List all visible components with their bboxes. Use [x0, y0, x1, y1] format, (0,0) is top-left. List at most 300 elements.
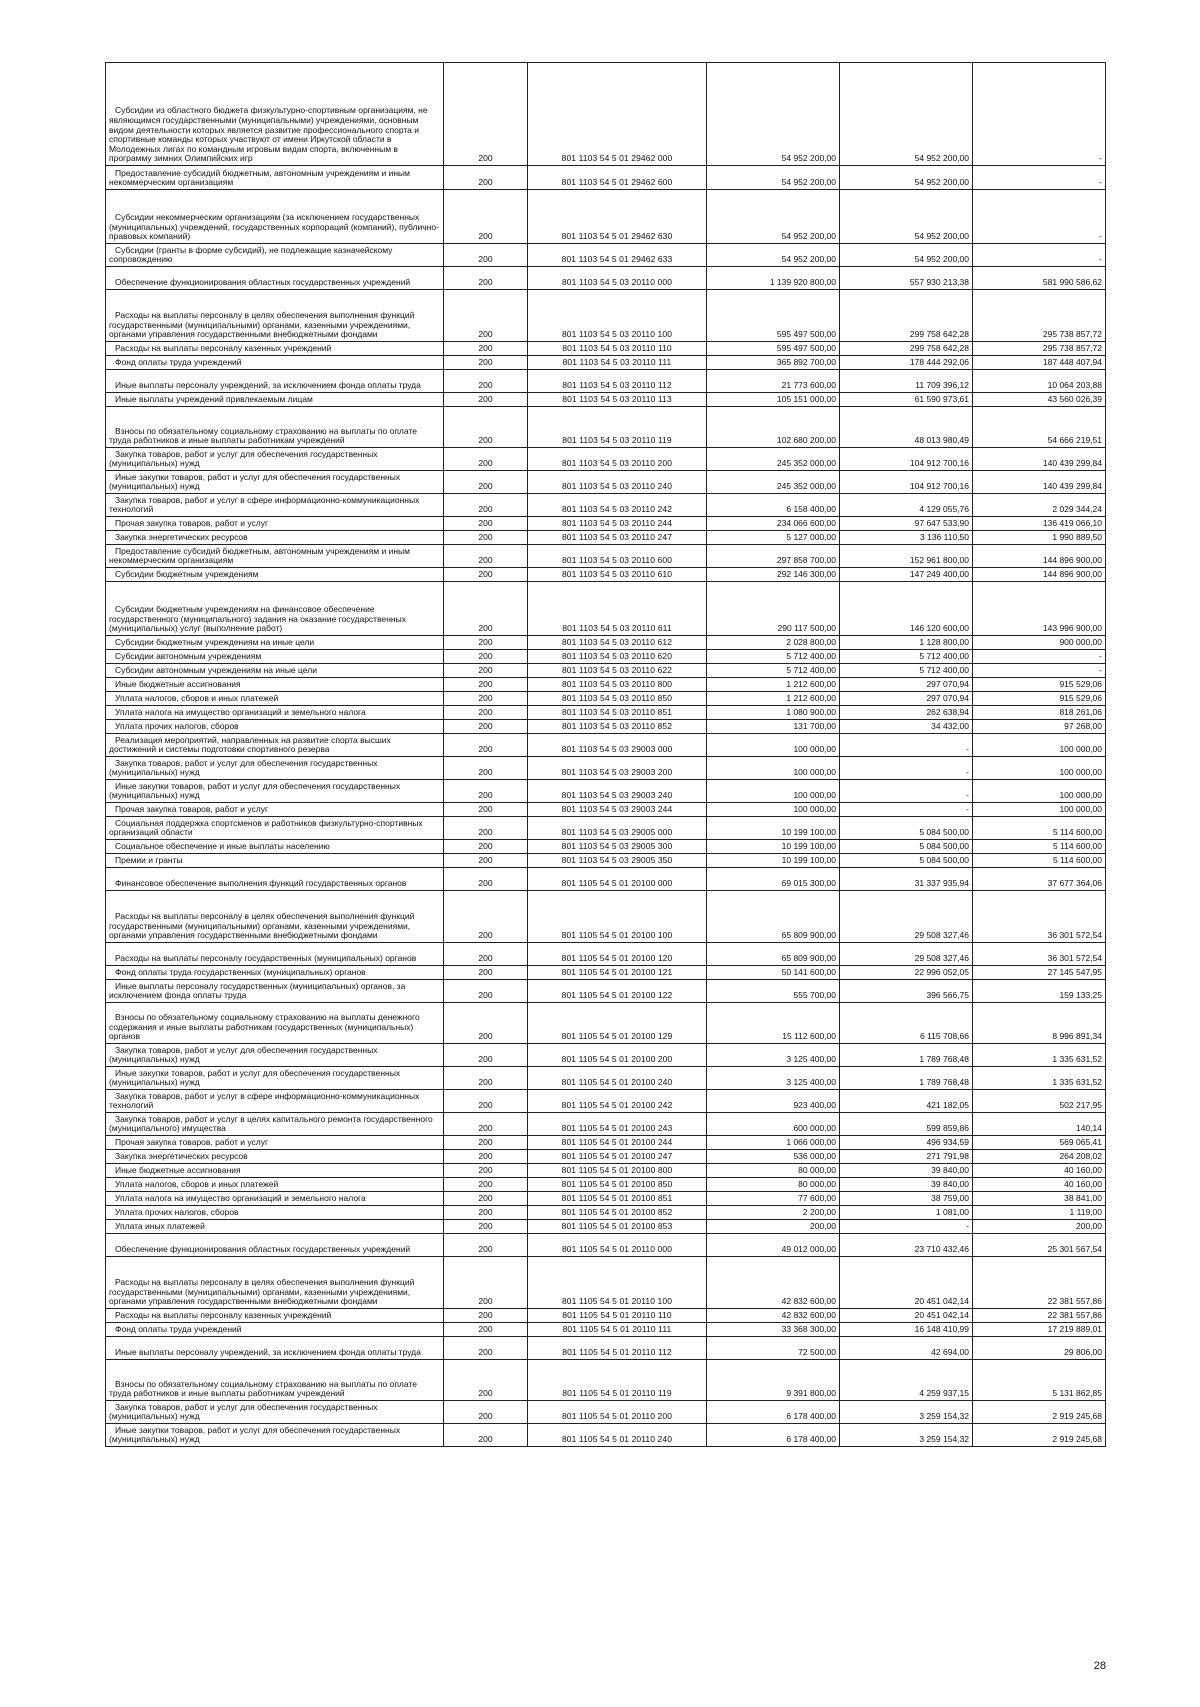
- row-executed: -: [840, 734, 973, 757]
- row-remaining: 581 990 586,62: [973, 267, 1106, 290]
- row-name: [106, 636, 444, 650]
- table-row: [106, 966, 1106, 980]
- row-approved: 49 012 000,00: [707, 1234, 840, 1257]
- row-classification: 801 1103 54 5 03 20110 851: [528, 706, 707, 720]
- row-executed: 1 789 768,48: [840, 1067, 973, 1090]
- row-approved: 290 117 500,00: [707, 582, 840, 636]
- row-classification: 801 1103 54 5 01 29462 630: [528, 190, 707, 244]
- row-remaining: 36 301 572,54: [973, 891, 1106, 943]
- table-row: [106, 1309, 1106, 1323]
- table-row: [106, 803, 1106, 817]
- table-row: [106, 678, 1106, 692]
- row-code: 200: [444, 803, 528, 817]
- row-name: [106, 1150, 444, 1164]
- row-name: [106, 1164, 444, 1178]
- row-name-text: Фонд оплаты труда государственных (муниципальных) органов: [115, 967, 366, 978]
- row-classification: 801 1105 54 5 01 20100 853: [528, 1220, 707, 1234]
- row-code: 200: [444, 1136, 528, 1150]
- row-name-text: Взносы по обязательному социальному страхованию на выплаты денежного содержания и иные выплаты работникам государственных (муниципальных) органов: [109, 1012, 420, 1042]
- table-row: [106, 1113, 1106, 1136]
- table-row: [106, 664, 1106, 678]
- row-executed: 104 912 700,16: [840, 471, 973, 494]
- row-name-text: Предоставление субсидий бюджетным, автономным учреждениям и иным некоммерческим организациям: [109, 167, 410, 188]
- row-name: [106, 407, 444, 448]
- table-row: [106, 1164, 1106, 1178]
- row-executed: 34 432,00: [840, 720, 973, 734]
- row-name: [106, 1090, 444, 1113]
- row-code: 200: [444, 678, 528, 692]
- row-remaining: 22 381 557,86: [973, 1309, 1106, 1323]
- row-classification: 801 1103 54 5 03 20110 119: [528, 407, 707, 448]
- row-executed: 557 930 213,38: [840, 267, 973, 290]
- row-classification: 801 1103 54 5 03 29003 240: [528, 780, 707, 803]
- row-approved: 77 600,00: [707, 1192, 840, 1206]
- row-name: [106, 190, 444, 244]
- row-code: 200: [444, 1164, 528, 1178]
- row-approved: 1 212 600,00: [707, 678, 840, 692]
- table-row: [106, 650, 1106, 664]
- row-remaining: 36 301 572,54: [973, 943, 1106, 966]
- row-approved: 536 000,00: [707, 1150, 840, 1164]
- row-name: [106, 1044, 444, 1067]
- row-name: [106, 1337, 444, 1360]
- row-remaining: 2 029 344,24: [973, 494, 1106, 517]
- row-name: [106, 854, 444, 868]
- row-code: 200: [444, 448, 528, 471]
- table-row: [106, 1003, 1106, 1044]
- budget-execution-table: [105, 62, 1106, 1447]
- row-name-text: Иные бюджетные ассигнования: [115, 679, 241, 690]
- row-code: 200: [444, 190, 528, 244]
- row-approved: 15 112 600,00: [707, 1003, 840, 1044]
- row-code: 200: [444, 545, 528, 568]
- row-executed: 3 259 154,32: [840, 1424, 973, 1447]
- row-classification: 801 1103 54 5 03 20110 111: [528, 356, 707, 370]
- row-remaining: 915 529,06: [973, 692, 1106, 706]
- row-code: 200: [444, 290, 528, 342]
- row-name: [106, 290, 444, 342]
- row-classification: 801 1105 54 5 01 20110 111: [528, 1323, 707, 1337]
- row-remaining: -: [973, 166, 1106, 190]
- row-name-text: Иные бюджетные ассигнования: [115, 1165, 241, 1176]
- row-name: [106, 692, 444, 706]
- row-classification: 801 1103 54 5 03 29005 300: [528, 840, 707, 854]
- row-code: 200: [444, 650, 528, 664]
- row-classification: 801 1103 54 5 03 20110 240: [528, 471, 707, 494]
- row-classification: 801 1105 54 5 01 20100 852: [528, 1206, 707, 1220]
- row-executed: 54 952 200,00: [840, 244, 973, 267]
- row-executed: 54 952 200,00: [840, 190, 973, 244]
- row-classification: 801 1105 54 5 01 20100 243: [528, 1113, 707, 1136]
- row-approved: 131 700,00: [707, 720, 840, 734]
- row-name-text: Уплата налогов, сборов и иных платежей: [115, 1179, 279, 1190]
- row-code: 200: [444, 1003, 528, 1044]
- table-row: [106, 706, 1106, 720]
- row-approved: 69 015 300,00: [707, 868, 840, 891]
- row-remaining: 5 114 600,00: [973, 817, 1106, 840]
- row-name-text: Уплата иных платежей: [115, 1221, 205, 1232]
- row-name: [106, 891, 444, 943]
- row-approved: 105 151 000,00: [707, 393, 840, 407]
- row-approved: 100 000,00: [707, 780, 840, 803]
- row-name-text: Премии и гранты: [115, 855, 183, 866]
- row-name: [106, 966, 444, 980]
- row-approved: 72 500,00: [707, 1337, 840, 1360]
- row-code: 200: [444, 692, 528, 706]
- row-classification: 801 1105 54 5 01 20100 851: [528, 1192, 707, 1206]
- row-name-text: Предоставление субсидий бюджетным, автономным учреждениям и иным некоммерческим организациям: [109, 545, 410, 566]
- row-code: 200: [444, 1360, 528, 1401]
- row-code: 200: [444, 582, 528, 636]
- row-name-text: Уплата налога на имущество организаций и земельного налога: [115, 1193, 366, 1204]
- row-name-text: Прочая закупка товаров, работ и услуг: [115, 518, 269, 529]
- row-remaining: 2 919 245,68: [973, 1401, 1106, 1424]
- row-executed: 104 912 700,16: [840, 448, 973, 471]
- row-name: [106, 706, 444, 720]
- row-remaining: 144 896 900,00: [973, 568, 1106, 582]
- row-approved: 100 000,00: [707, 757, 840, 780]
- row-executed: 421 182,05: [840, 1090, 973, 1113]
- row-code: 200: [444, 267, 528, 290]
- row-executed: 6 115 708,66: [840, 1003, 973, 1044]
- row-remaining: 40 160,00: [973, 1178, 1106, 1192]
- row-approved: 200,00: [707, 1220, 840, 1234]
- row-remaining: 100 000,00: [973, 780, 1106, 803]
- row-approved: 595 497 500,00: [707, 290, 840, 342]
- row-approved: 54 952 200,00: [707, 190, 840, 244]
- row-name: [106, 678, 444, 692]
- row-executed: 54 952 200,00: [840, 166, 973, 190]
- row-name-text: Закупка энергетических ресурсов: [115, 1151, 248, 1162]
- table-row: [106, 190, 1106, 244]
- row-executed: 29 508 327,46: [840, 891, 973, 943]
- row-name-text: Субсидии бюджетным учреждениям: [115, 569, 259, 580]
- table-row: [106, 166, 1106, 190]
- row-classification: 801 1103 54 5 03 29003 244: [528, 803, 707, 817]
- row-classification: 801 1103 54 5 03 20110 600: [528, 545, 707, 568]
- row-code: 200: [444, 734, 528, 757]
- row-remaining: 5 131 862,85: [973, 1360, 1106, 1401]
- row-remaining: 200,00: [973, 1220, 1106, 1234]
- row-classification: 801 1105 54 5 01 20100 129: [528, 1003, 707, 1044]
- row-approved: 1 080 900,00: [707, 706, 840, 720]
- row-code: 200: [444, 840, 528, 854]
- row-name-text: Иные закупки товаров, работ и услуг для обеспечения государственных (муниципальных) нужд: [109, 780, 401, 801]
- row-approved: 245 352 000,00: [707, 448, 840, 471]
- row-approved: 1 139 920 800,00: [707, 267, 840, 290]
- row-name-text: Уплата налога на имущество организаций и земельного налога: [115, 707, 366, 718]
- row-name: [106, 244, 444, 267]
- row-name-text: Расходы на выплаты персоналу государственных (муниципальных) органов: [115, 953, 417, 964]
- row-name-text: Иные закупки товаров, работ и услуг для обеспечения государственных (муниципальных) нужд: [109, 471, 401, 492]
- row-classification: 801 1105 54 5 01 20100 244: [528, 1136, 707, 1150]
- table-row: [106, 1136, 1106, 1150]
- row-executed: 38 759,00: [840, 1192, 973, 1206]
- table-row: [106, 356, 1106, 370]
- row-remaining: 915 529,06: [973, 678, 1106, 692]
- row-approved: 5 712 400,00: [707, 664, 840, 678]
- row-approved: 33 368 300,00: [707, 1323, 840, 1337]
- row-executed: 299 758 642,28: [840, 290, 973, 342]
- row-remaining: 295 738 857,72: [973, 290, 1106, 342]
- row-approved: 10 199 100,00: [707, 817, 840, 840]
- row-name: [106, 1309, 444, 1323]
- row-name-text: Закупка товаров, работ и услуг в целях капитального ремонта государственного (муниципального) имущества: [109, 1113, 433, 1134]
- row-name-text: Социальное обеспечение и иные выплаты населению: [115, 841, 330, 852]
- row-name: [106, 1206, 444, 1220]
- row-executed: 262 638,94: [840, 706, 973, 720]
- row-code: 200: [444, 1044, 528, 1067]
- table-row: [106, 854, 1106, 868]
- table-row: [106, 1337, 1106, 1360]
- row-executed: 48 013 980,49: [840, 407, 973, 448]
- row-name: [106, 1220, 444, 1234]
- row-name: [106, 166, 444, 190]
- row-remaining: 159 133,25: [973, 980, 1106, 1003]
- row-remaining: 144 896 900,00: [973, 545, 1106, 568]
- row-name-text: Расходы на выплаты персоналу казенных учреждений: [115, 343, 332, 354]
- row-name-text: Реализация мероприятий, направленных на развитие спорта высших достижений и системы подготовки спортивного резерва: [109, 734, 391, 755]
- table-row: [106, 891, 1106, 943]
- row-name-text: Закупка товаров, работ и услуг для обеспечения государственных (муниципальных) нужд: [109, 448, 378, 469]
- row-classification: 801 1105 54 5 01 20100 121: [528, 966, 707, 980]
- row-name: [106, 1323, 444, 1337]
- row-approved: 292 146 300,00: [707, 568, 840, 582]
- row-name: [106, 664, 444, 678]
- row-remaining: 43 560 026,39: [973, 393, 1106, 407]
- row-code: 200: [444, 63, 528, 166]
- row-name-text: Закупка товаров, работ и услуг в сфере информационно-коммуникационных технологий: [109, 494, 420, 515]
- table-row: [106, 1178, 1106, 1192]
- row-approved: 54 952 200,00: [707, 244, 840, 267]
- table-row: [106, 868, 1106, 891]
- row-remaining: -: [973, 664, 1106, 678]
- row-name-text: Закупка товаров, работ и услуг для обеспечения государственных (муниципальных) нужд: [109, 757, 378, 778]
- row-approved: 5 712 400,00: [707, 650, 840, 664]
- row-executed: 22 996 052,05: [840, 966, 973, 980]
- table-row: [106, 1090, 1106, 1113]
- row-approved: 100 000,00: [707, 803, 840, 817]
- row-executed: 297 070,94: [840, 692, 973, 706]
- row-name: [106, 342, 444, 356]
- row-name: [106, 545, 444, 568]
- row-name-text: Закупка товаров, работ и услуг для обеспечения государственных (муниципальных) нужд: [109, 1044, 378, 1065]
- row-code: 200: [444, 471, 528, 494]
- row-classification: 801 1105 54 5 01 20110 000: [528, 1234, 707, 1257]
- row-name: [106, 943, 444, 966]
- row-executed: 4 259 937,15: [840, 1360, 973, 1401]
- table-row: [106, 342, 1106, 356]
- table-row: [106, 720, 1106, 734]
- row-name-text: Субсидии некоммерческим организациям (за исключением государственных (муниципальных) учреждений, государственных корпораций (компаний), публично-правовых компаний): [109, 212, 439, 242]
- table-row: [106, 980, 1106, 1003]
- row-classification: 801 1103 54 5 03 20110 247: [528, 531, 707, 545]
- row-name-text: Закупка товаров, работ и услуг для обеспечения государственных (муниципальных) нужд: [109, 1401, 378, 1422]
- row-name: [106, 734, 444, 757]
- row-executed: -: [840, 757, 973, 780]
- row-remaining: 25 301 567,54: [973, 1234, 1106, 1257]
- row-remaining: 17 219 889,01: [973, 1323, 1106, 1337]
- row-executed: 23 710 432,46: [840, 1234, 973, 1257]
- table-row: [106, 1234, 1106, 1257]
- row-approved: 297 858 700,00: [707, 545, 840, 568]
- row-remaining: -: [973, 650, 1106, 664]
- row-executed: 5 084 500,00: [840, 854, 973, 868]
- row-code: 200: [444, 356, 528, 370]
- row-remaining: -: [973, 63, 1106, 166]
- row-classification: 801 1103 54 5 03 20110 800: [528, 678, 707, 692]
- table-row: [106, 1192, 1106, 1206]
- table-row: [106, 1401, 1106, 1424]
- row-name: [106, 650, 444, 664]
- row-name: [106, 1234, 444, 1257]
- row-code: 200: [444, 1192, 528, 1206]
- row-name-text: Субсидии автономным учреждениям: [115, 651, 262, 662]
- row-name-text: Обеспечение функционирования областных государственных учреждений: [115, 1244, 411, 1255]
- row-remaining: -: [973, 244, 1106, 267]
- row-name: [106, 393, 444, 407]
- row-approved: 6 178 400,00: [707, 1401, 840, 1424]
- row-executed: 42 694,00: [840, 1337, 973, 1360]
- row-approved: 65 809 900,00: [707, 943, 840, 966]
- row-classification: 801 1103 54 5 03 20110 112: [528, 370, 707, 393]
- row-name: [106, 1257, 444, 1309]
- row-classification: 801 1105 54 5 01 20100 800: [528, 1164, 707, 1178]
- row-approved: 80 000,00: [707, 1164, 840, 1178]
- row-executed: 297 070,94: [840, 678, 973, 692]
- row-classification: 801 1103 54 5 03 20110 612: [528, 636, 707, 650]
- row-code: 200: [444, 1113, 528, 1136]
- row-name: [106, 1178, 444, 1192]
- row-executed: 271 791,98: [840, 1150, 973, 1164]
- row-classification: 801 1105 54 5 01 20110 100: [528, 1257, 707, 1309]
- table-row: [106, 757, 1106, 780]
- row-code: 200: [444, 943, 528, 966]
- row-classification: 801 1105 54 5 01 20100 200: [528, 1044, 707, 1067]
- row-code: 200: [444, 966, 528, 980]
- table-row: [106, 1257, 1106, 1309]
- row-executed: 147 249 400,00: [840, 568, 973, 582]
- row-remaining: 2 919 245,68: [973, 1424, 1106, 1447]
- row-code: 200: [444, 780, 528, 803]
- row-classification: 801 1103 54 5 03 20110 100: [528, 290, 707, 342]
- row-approved: 5 127 000,00: [707, 531, 840, 545]
- row-code: 200: [444, 1337, 528, 1360]
- table-row: [106, 1150, 1106, 1164]
- row-code: 200: [444, 1178, 528, 1192]
- row-approved: 6 158 400,00: [707, 494, 840, 517]
- row-remaining: 22 381 557,86: [973, 1257, 1106, 1309]
- row-executed: 4 129 055,76: [840, 494, 973, 517]
- row-classification: 801 1105 54 5 01 20100 240: [528, 1067, 707, 1090]
- row-name: [106, 517, 444, 531]
- table-row: [106, 370, 1106, 393]
- row-remaining: 10 064 203,88: [973, 370, 1106, 393]
- table-row: [106, 1044, 1106, 1067]
- row-code: 200: [444, 720, 528, 734]
- table-row: [106, 267, 1106, 290]
- row-classification: 801 1105 54 5 01 20100 100: [528, 891, 707, 943]
- row-code: 200: [444, 980, 528, 1003]
- row-name-text: Прочая закупка товаров, работ и услуг: [115, 804, 269, 815]
- table-row: [106, 582, 1106, 636]
- row-approved: 42 832 600,00: [707, 1257, 840, 1309]
- row-name-text: Субсидии бюджетным учреждениям на финансовое обеспечение государственного (муниципального) задания на оказание государственных (муниципальных) услуг (выполнение работ): [109, 604, 406, 634]
- table-row: [106, 517, 1106, 531]
- row-name-text: Субсидии (гранты в форме субсидий), не подлежащие казначейскому сопровождению: [109, 244, 393, 265]
- row-classification: 801 1105 54 5 01 20100 120: [528, 943, 707, 966]
- row-remaining: 97 268,00: [973, 720, 1106, 734]
- row-executed: 1 081,00: [840, 1206, 973, 1220]
- table-row: [106, 1220, 1106, 1234]
- row-remaining: 37 677 364,06: [973, 868, 1106, 891]
- row-code: 200: [444, 891, 528, 943]
- row-name-text: Обеспечение функционирования областных государственных учреждений: [115, 277, 411, 288]
- row-name: [106, 471, 444, 494]
- row-classification: 801 1103 54 5 03 20110 113: [528, 393, 707, 407]
- row-remaining: 54 666 219,51: [973, 407, 1106, 448]
- row-name: [106, 780, 444, 803]
- row-approved: 234 066 600,00: [707, 517, 840, 531]
- row-executed: 3 136 110,50: [840, 531, 973, 545]
- row-remaining: 100 000,00: [973, 803, 1106, 817]
- row-classification: 801 1105 54 5 01 20100 247: [528, 1150, 707, 1164]
- row-approved: 100 000,00: [707, 734, 840, 757]
- row-approved: 1 066 000,00: [707, 1136, 840, 1150]
- row-name: [106, 267, 444, 290]
- row-executed: 3 259 154,32: [840, 1401, 973, 1424]
- row-classification: 801 1103 54 5 01 29462 633: [528, 244, 707, 267]
- row-remaining: 29 806,00: [973, 1337, 1106, 1360]
- row-approved: 10 199 100,00: [707, 840, 840, 854]
- row-code: 200: [444, 517, 528, 531]
- row-name-text: Финансовое обеспечение выполнения функций государственных органов: [115, 878, 407, 889]
- row-classification: 801 1105 54 5 01 20100 000: [528, 868, 707, 891]
- row-code: 200: [444, 1257, 528, 1309]
- row-name-text: Расходы на выплаты персоналу в целях обеспечения выполнения функций государственными (муниципальными) органами, казенными учреждениями, органами управления государственными внебюджетными фондами: [109, 1277, 415, 1307]
- row-remaining: 1 335 631,52: [973, 1067, 1106, 1090]
- row-remaining: 8 996 891,34: [973, 1003, 1106, 1044]
- table-row: [106, 393, 1106, 407]
- row-approved: 2 200,00: [707, 1206, 840, 1220]
- row-name: [106, 1192, 444, 1206]
- row-code: 200: [444, 706, 528, 720]
- row-name: [106, 1424, 444, 1447]
- row-remaining: 100 000,00: [973, 734, 1106, 757]
- row-executed: 11 709 396,12: [840, 370, 973, 393]
- row-code: 200: [444, 393, 528, 407]
- row-name: [106, 494, 444, 517]
- row-code: 200: [444, 1067, 528, 1090]
- table-row: [106, 244, 1106, 267]
- table-row: [106, 1360, 1106, 1401]
- row-executed: 20 451 042,14: [840, 1257, 973, 1309]
- row-executed: 97 647 533,90: [840, 517, 973, 531]
- row-remaining: 818 261,06: [973, 706, 1106, 720]
- row-name: [106, 582, 444, 636]
- row-classification: 801 1103 54 5 03 20110 611: [528, 582, 707, 636]
- row-name-text: Иные закупки товаров, работ и услуг для обеспечения государственных (муниципальных) нужд: [109, 1424, 401, 1445]
- row-code: 200: [444, 407, 528, 448]
- row-executed: 39 840,00: [840, 1178, 973, 1192]
- row-code: 200: [444, 1323, 528, 1337]
- row-name-text: Иные выплаты учреждений привлекаемым лицам: [115, 394, 313, 405]
- row-remaining: 900 000,00: [973, 636, 1106, 650]
- row-classification: 801 1103 54 5 03 20110 852: [528, 720, 707, 734]
- row-executed: 61 590 973,61: [840, 393, 973, 407]
- row-name: [106, 720, 444, 734]
- table-row: [106, 692, 1106, 706]
